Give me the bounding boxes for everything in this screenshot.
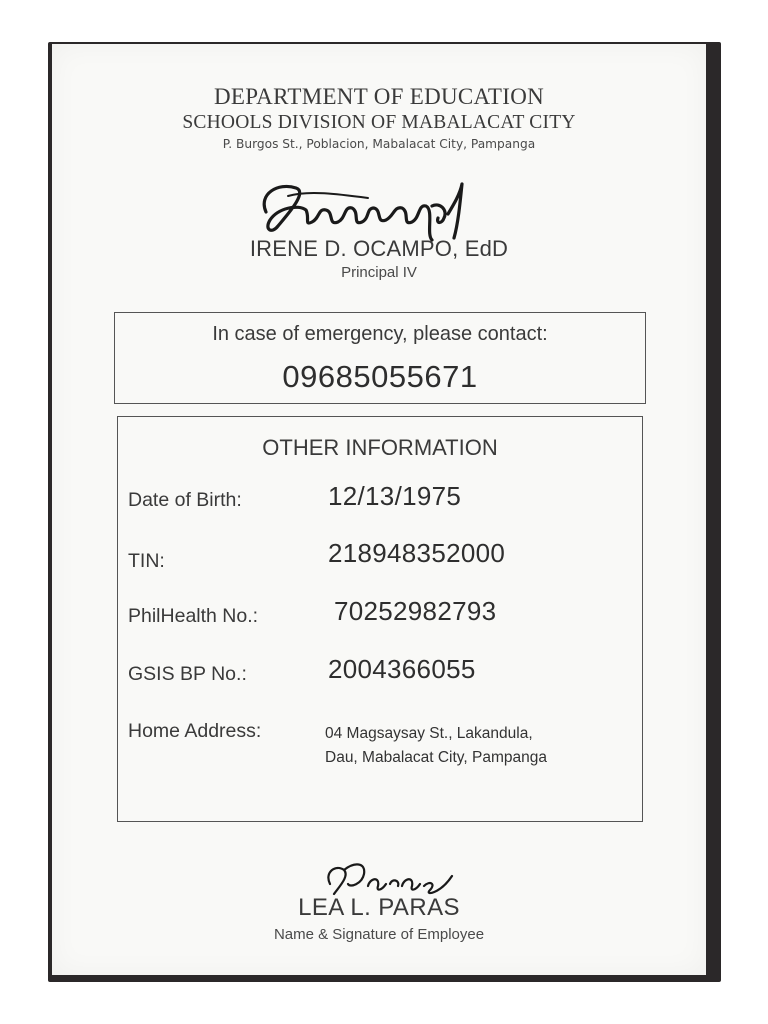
emergency-label: In case of emergency, please contact: [212,323,548,345]
emergency-contact-box [114,312,646,404]
philhealth-value: 70252982793 [334,596,497,626]
home-address-line-2: Dau, Mabalacat City, Pampanga [325,749,547,766]
emergency-number: 09685055671 [282,359,478,394]
id-card-back [52,44,706,975]
home-address-value [325,722,547,770]
department-title: DEPARTMENT OF EDUCATION [213,84,545,109]
employee-signature-caption: Name & Signature of Employee [273,926,485,943]
division-title: SCHOOLS DIVISION OF MABALACAT CITY [182,112,576,133]
home-address-label: Home Address: [128,720,262,742]
date-of-birth-label: Date of Birth: [128,489,242,511]
gsis-label: GSIS BP No.: [128,663,247,685]
principal-title: Principal IV [341,264,417,281]
other-information-heading: OTHER INFORMATION [262,435,498,460]
philhealth-label: PhilHealth No.: [128,605,259,627]
date-of-birth-value: 12/13/1975 [328,481,462,511]
principal-name: IRENE D. OCAMPO, EdD [249,236,509,261]
tin-label: TIN: [128,550,165,572]
gsis-value: 2004366055 [328,654,476,684]
other-information-box [117,416,643,822]
principal-signature [248,174,478,244]
division-address: P. Burgos St., Poblacion, Mabalacat City, Pampanga [222,137,536,151]
tin-value: 218948352000 [328,538,506,568]
home-address-line-1: 04 Magsaysay St., Lakandula, [325,725,533,742]
employee-name: LEA L. PARAS [298,894,460,921]
